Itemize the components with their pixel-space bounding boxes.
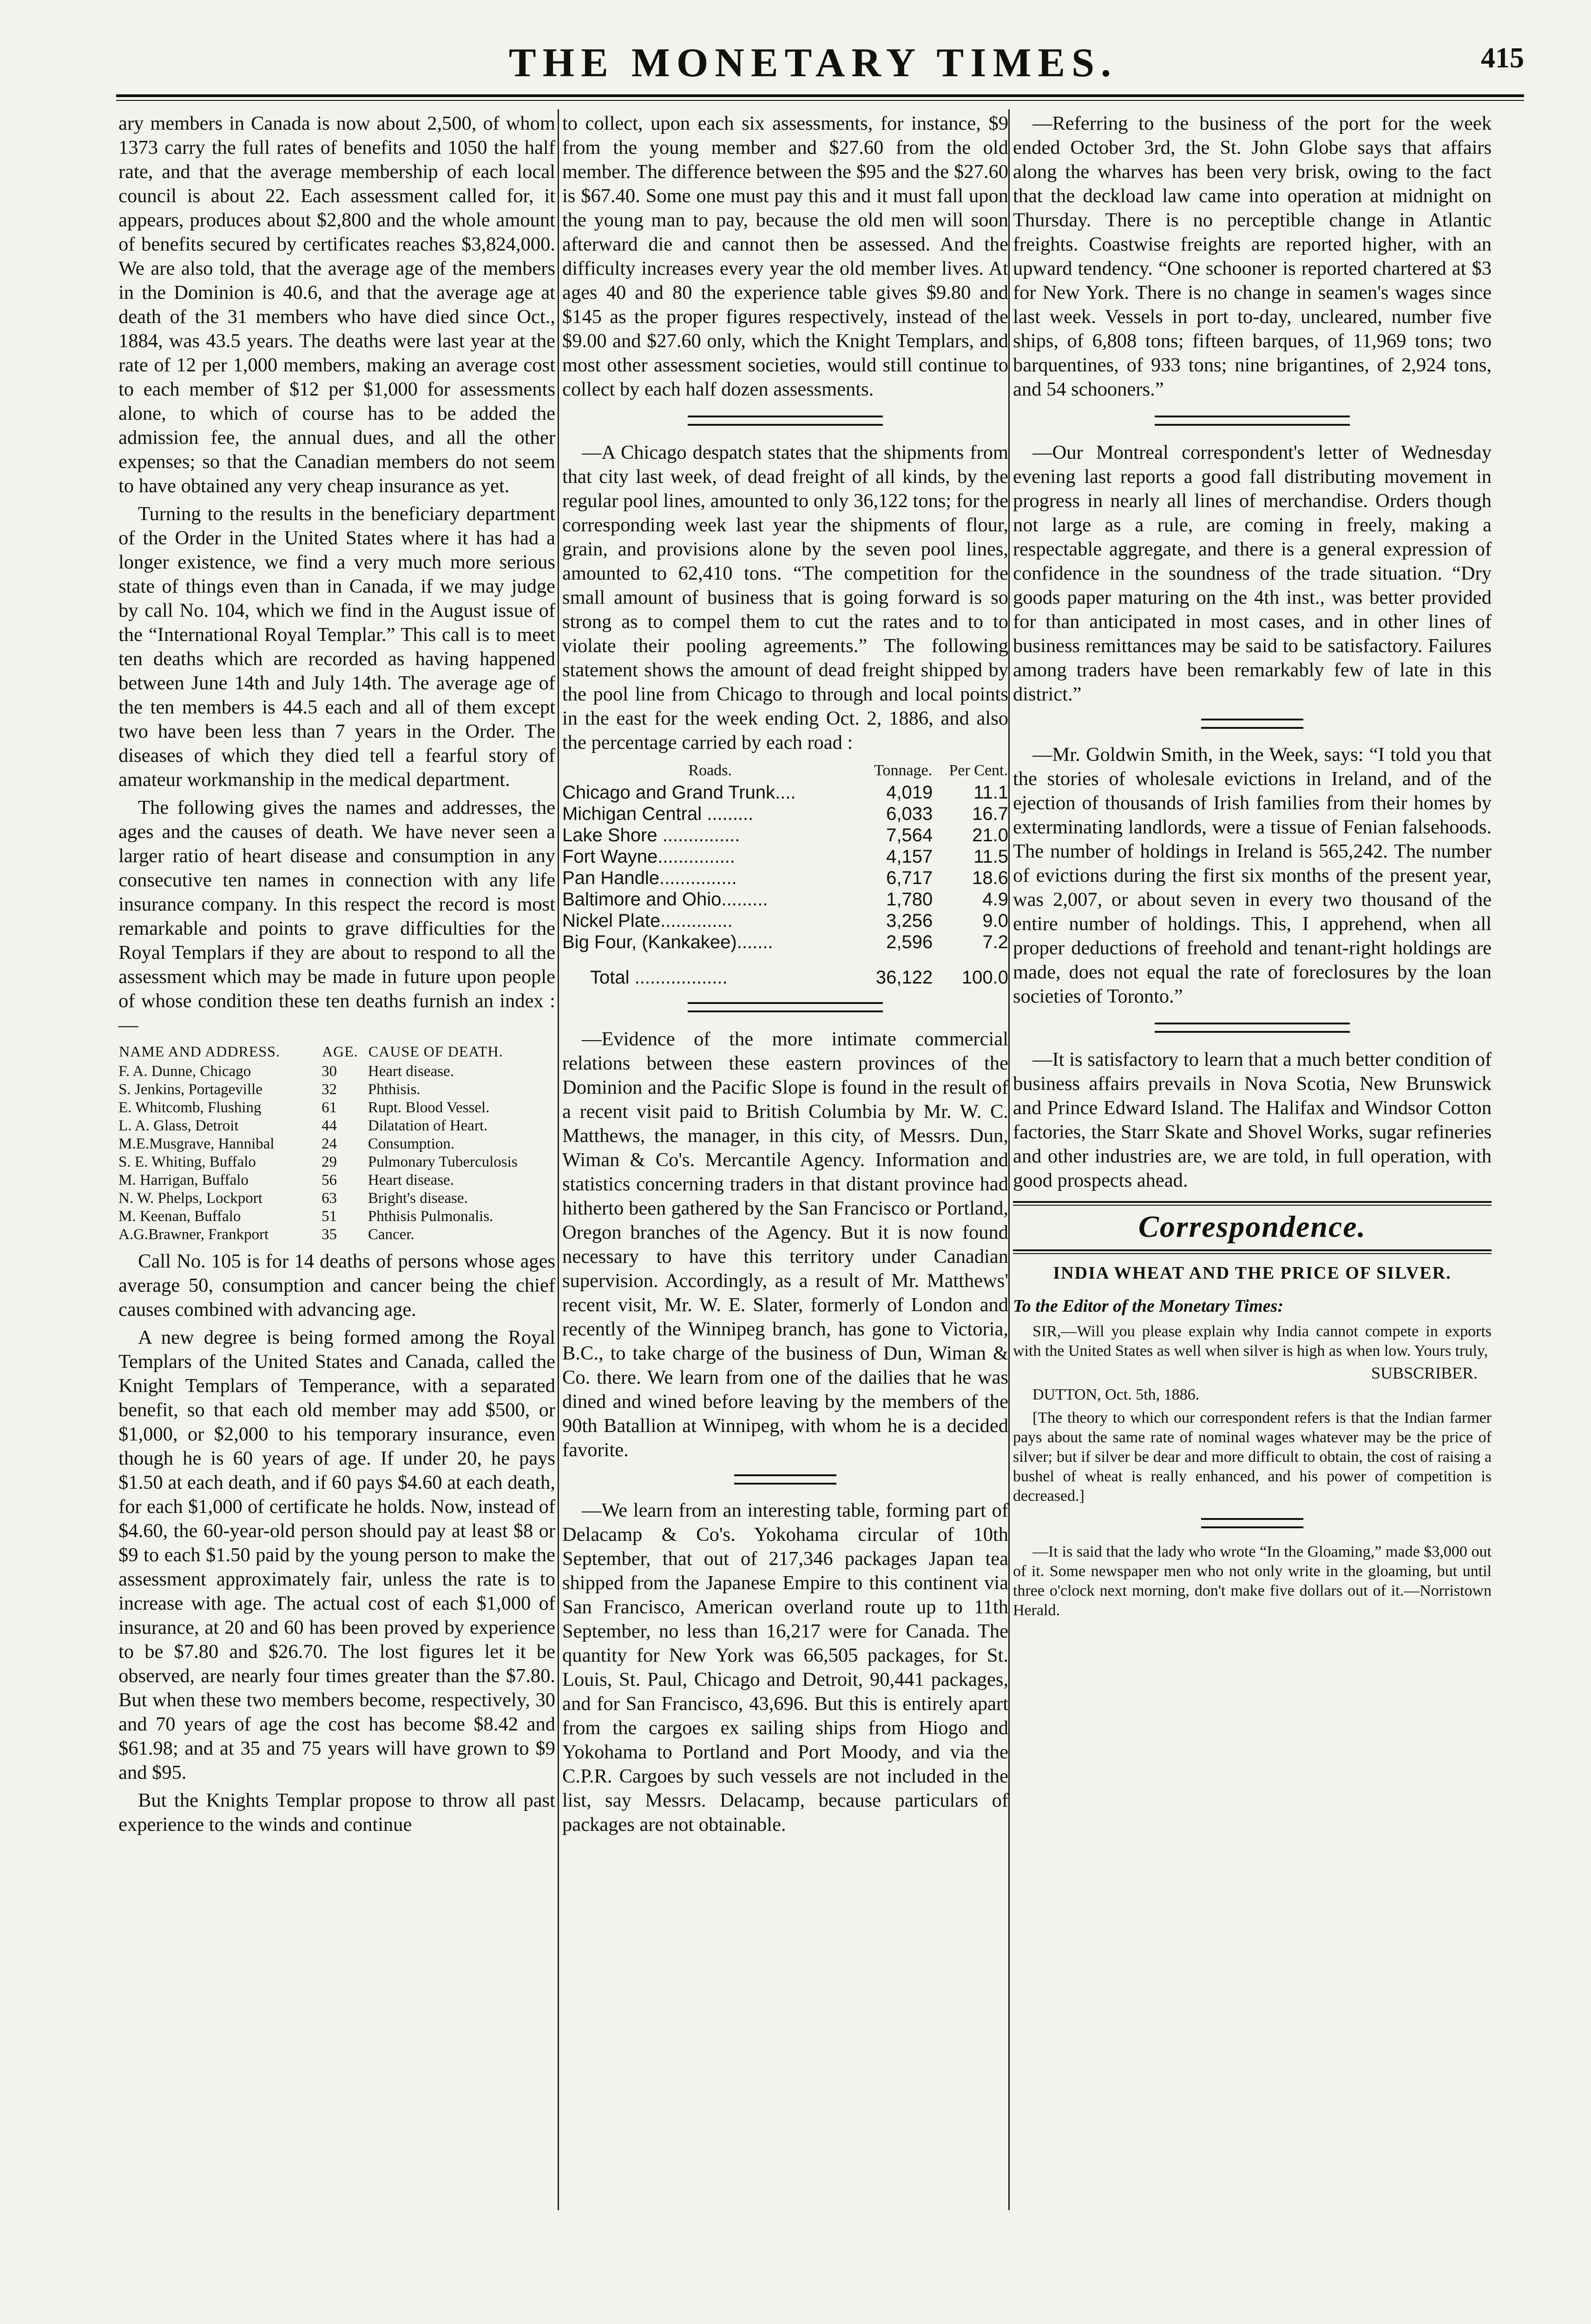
age-cell: 63: [321, 1190, 337, 1207]
table-row: [118, 1063, 555, 1081]
table-row: [118, 1117, 555, 1135]
total-row: [562, 953, 1008, 988]
road-cell: Nickel Plate..............: [562, 911, 733, 931]
freight-table: [562, 759, 1008, 988]
age-cell: 35: [321, 1226, 337, 1243]
road-cell: Lake Shore ...............: [562, 825, 740, 845]
table-row: [562, 782, 1008, 803]
road-cell: Fort Wayne...............: [562, 846, 735, 867]
table-row: [118, 1189, 555, 1208]
freight-table-header: [562, 759, 1008, 782]
column-2: [562, 112, 1008, 1837]
age-cell: 51: [321, 1208, 337, 1225]
column-3: [1013, 112, 1492, 1620]
freight-table-header-cell: Roads.: [688, 762, 732, 779]
section-separator: [688, 416, 883, 426]
tonnage-cell: 3,256: [886, 911, 933, 931]
road-cell: Michigan Central .........: [562, 804, 754, 824]
name-cell: N. W. Phelps, Lockport: [118, 1190, 263, 1207]
section-separator: [1201, 1518, 1303, 1528]
table-row: [118, 1099, 555, 1117]
cause-cell: Dilatation of Heart.: [368, 1117, 488, 1134]
article-paragraph: —A Chicago despatch states that the shipments from that city last week, of dead freight of all kinds, by the regular pool lines, amounted to only 36,122 tons; for the corresponding week last year the shipments of flour, grain, and provisions alone by the seven pool lines, amounted to 62,410 tons. “The competition for the small amount of business that is going forward is so strong as to compel them to cut the rates and to to violate their pooling agreements.” The following statement shows the amount of dead freight shipped by the pool line from Chicago to through and local points in the east for the week ending Oct. 2, 1886, and also the percentage carried by each road :: [562, 442, 1008, 753]
percent-cell: 16.7: [972, 804, 1008, 824]
table-row: [562, 867, 1008, 889]
table-row: [118, 1081, 555, 1099]
total-tonnage-cell: 36,122: [875, 967, 933, 988]
header-rule: [116, 94, 1524, 101]
total-label-cell: Total ..................: [590, 967, 728, 988]
section-rule: [1013, 1201, 1492, 1206]
letter-signature: SUBSCRIBER.: [1371, 1364, 1478, 1382]
column-rule-1: [558, 109, 559, 2210]
table-row: [562, 825, 1008, 846]
name-cell: S. Jenkins, Portageville: [118, 1081, 263, 1098]
table-row: [562, 803, 1008, 825]
section-separator: [688, 1002, 883, 1012]
cause-cell: Consumption.: [368, 1136, 454, 1152]
article-paragraph: —It is said that the lady who wrote “In the Gloaming,” made $3,000 out of it. Some newspaper men who not only write in the gloaming, but until three o'clock next morning, don't make five dollars out of it.—Norristown Herald.: [1013, 1543, 1492, 1619]
freight-table-header-cell: Per Cent.: [949, 762, 1008, 779]
page-number: 415: [1481, 42, 1524, 74]
page-header: [116, 40, 1524, 105]
article-paragraph: —Mr. Goldwin Smith, in the Week, says: “I told you that the stories of wholesale evictions in Ireland, and of the ejection of thousands of Irish families from their homes by exterminating landlords, were a tissue of Fenian falsehoods. The number of holdings in Ireland is 565,242. The number of evictions during the first six months of the present year, was 2,007, or about seven in every two thousand of the entire number of holdings. This, I apprehend, when all proper deductions of freehold and tenant-right holdings are made, does not equal the rate of foreclosures by the loan societies of Toronto.”: [1013, 744, 1492, 1007]
table-row: [118, 1171, 555, 1189]
table-row: [118, 1135, 555, 1153]
article-paragraph: to collect, upon each six assessments, for instance, $9 from the young member and $27.60 from the old member. The difference between the $95 and the $27.60 is $67.40. Some one must pay this and it must fall upon the young man to pay, because the old men will soon afterward die and cannot then be assessed. And the difficulty increases every year the old member lives. At ages 40 and 80 the experience table gives $9.80 and $145 as the proper figures respectively, instead of the $9.00 and $27.60 only, which the Knight Templars, and most other assessment societies, would still continue to collect by each half dozen assessments.: [562, 112, 1008, 400]
age-cell: 61: [321, 1099, 337, 1116]
article-paragraph: —Referring to the business of the port for the week ended October 3rd, the St. John Globe says that affairs along the wharves has been very brisk, owing to the fact that the deckload law came into operation at midnight on Thursday. There is no perceptible change in Atlantic freights. Coastwise freights are reported higher, with an upward tendency. “One schooner is reported chartered at $3 for New York. There is no change in seamen's wages since last week. Vessels in port to-day, uncleared, number five ships, of 6,808 tons; fifteen barques, of 11,969 tons; two barquentines, of 933 tons; nine brigantines, of 2,924 tons, and 54 schooners.”: [1013, 112, 1492, 400]
name-cell: E. Whitcomb, Flushing: [118, 1099, 262, 1116]
cause-cell: Pulmonary Tuberculosis: [368, 1154, 518, 1170]
age-cell: 44: [321, 1117, 337, 1134]
death-table-header-cell: NAME AND ADDRESS.: [119, 1043, 280, 1060]
total-percent-cell: 100.0: [961, 967, 1008, 988]
percent-cell: 7.2: [982, 932, 1008, 952]
tonnage-cell: 7,564: [886, 825, 933, 845]
percent-cell: 4.9: [982, 889, 1008, 910]
article-paragraph: But the Knights Templar propose to throw all past experience to the winds and continue: [118, 1789, 555, 1835]
letter-title: INDIA WHEAT AND THE PRICE OF SILVER.: [1053, 1263, 1452, 1283]
name-cell: S. E. Whiting, Buffalo: [118, 1154, 256, 1170]
cause-cell: Phthisis Pulmonalis.: [368, 1208, 493, 1225]
cause-cell: Bright's disease.: [368, 1190, 468, 1207]
letter-dateline: DUTTON, Oct. 5th, 1886.: [1032, 1386, 1200, 1403]
table-row: [562, 846, 1008, 867]
section-separator: [1201, 719, 1303, 729]
road-cell: Chicago and Grand Trunk....: [562, 782, 796, 803]
tonnage-cell: 6,033: [886, 804, 933, 824]
article-paragraph: Call No. 105 is for 14 deaths of persons whose ages average 50, consumption and cancer being the chief causes combined with advancing age.: [118, 1250, 555, 1320]
section-separator: [1155, 1023, 1350, 1033]
section-rule: [1013, 1249, 1492, 1254]
name-cell: A.G.Brawner, Frankport: [118, 1226, 269, 1243]
road-cell: Big Four, (Kankakee).......: [562, 932, 773, 952]
age-cell: 56: [321, 1172, 337, 1188]
age-cell: 30: [321, 1063, 337, 1080]
section-separator: [734, 1474, 836, 1485]
death-table-header-cell: CAUSE OF DEATH.: [368, 1043, 503, 1060]
table-row: [562, 889, 1008, 910]
percent-cell: 21.0: [972, 825, 1008, 845]
masthead: THE MONETARY TIMES.: [508, 40, 1118, 86]
table-row: [562, 910, 1008, 931]
death-table: [118, 1042, 555, 1244]
tonnage-cell: 2,596: [886, 932, 933, 952]
road-cell: Baltimore and Ohio.........: [562, 889, 768, 910]
article-paragraph: Turning to the results in the beneficiary department of the Order in the United States where it has had a longer existence, we find a very much more serious state of things even than in Canada, if we may judge by call No. 104, which we find in the August issue of the “International Royal Templar.” This call is to meet ten deaths which are recorded as having happened between June 14th and July 14th. The average age of the ten members is 44.5 each and all of them except two have been less than 7 years in the Order. The diseases of which they died tell a fearful story of amateur workmanship in the medical department.: [118, 503, 555, 791]
column-1: [118, 112, 555, 1837]
table-row: [562, 931, 1008, 953]
article-paragraph: ary members in Canada is now about 2,500, of whom 1373 carry the full rates of benefits and 1050 the half rate, and that the average membership of each local council is about 22. Each assessment called for, it appears, produces about $2,800 and the whole amount of benefits secured by certificates reaches $3,824,000. We are also told, that the average age of the members in the Dominion is 40.6, and that the average age at death of the 31 members who have died since Oct., 1884, was 43.5 years. The deaths were last year at the rate of 12 per 1,000 members, making an average cost to each member of $12 per $1,000 for assessments alone, to which of course has to be added the admission fee, the annual dues, and all the other expenses; so that the Canadian members do not seem to have obtained any very cheap insurance as yet.: [118, 112, 555, 497]
tonnage-cell: 1,780: [886, 889, 933, 910]
age-cell: 32: [321, 1081, 337, 1098]
section-separator: [1155, 416, 1350, 426]
article-paragraph: —It is satisfactory to learn that a much better condition of business affairs prevails in Nova Scotia, New Brunswick and Prince Edward Island. The Halifax and Windsor Cotton factories, the Starr Skate and Shovel Works, sugar refineries and other industries are, we are told, in full operation, with good prospects ahead.: [1013, 1049, 1492, 1191]
death-table-header: [118, 1042, 555, 1063]
percent-cell: 11.1: [973, 782, 1008, 803]
death-table-header-cell: AGE.: [322, 1043, 358, 1060]
cause-cell: Phthisis.: [368, 1081, 421, 1098]
age-cell: 29: [321, 1154, 337, 1170]
section-heading: Correspondence.: [1138, 1210, 1367, 1244]
name-cell: M.E.Musgrave, Hannibal: [118, 1136, 275, 1152]
age-cell: 24: [321, 1136, 337, 1152]
table-row: [118, 1153, 555, 1171]
cause-cell: Heart disease.: [368, 1063, 454, 1080]
percent-cell: 11.5: [973, 846, 1008, 867]
column-rule-2: [1008, 109, 1010, 2210]
name-cell: L. A. Glass, Detroit: [118, 1117, 239, 1134]
road-cell: Pan Handle...............: [562, 868, 737, 888]
article-paragraph: The following gives the names and addresses, the ages and the causes of death. We have never seen a larger ratio of heart disease and consumption in any consecutive ten names in connection with any life insurance company. In this respect the record is most remarkable and points to grave difficulties for the Royal Templars if they are about to respond to all the assessment which may be made in future upon people of whose condition these ten deaths furnish an index :—: [118, 797, 555, 1036]
name-cell: F. A. Dunne, Chicago: [118, 1063, 251, 1080]
letter-body: SIR,—Will you please explain why India cannot compete in exports with the United States as well when silver is high as when low. Yours truly,: [1013, 1323, 1492, 1360]
tonnage-cell: 4,019: [886, 782, 933, 803]
freight-table-header-cell: Tonnage.: [874, 762, 933, 779]
article-paragraph: A new degree is being formed among the Royal Templars of the United States and Canada, called the Knight Templars of Temperance, with a separated benefit, so that each old member may add $500, or $1,000, or $2,000 to his temporary insurance, even though he is 60 years of age. If under 20, he pays $1.50 at each death, and if 60 pays $4.60 at each death, for each $1,000 of certificate he holds. Now, instead of $4.60, the 60-year-old person should pay at least $8 or $9 to each $1.50 paid by the young person to make the assessment approximately fair, unless the rate is to increase with age. The actual cost of each $1,000 of insurance, at 20 and 60 has been proved by experience to be $7.80 and $26.70. The lost figures let it be observed, are nearly four times greater than the $7.80. But when these two members become, respectively, 30 and 70 years of age the cost has become $8.42 and $61.98; and at 35 and 75 years will have grown to $9 and $95.: [118, 1327, 555, 1783]
table-row: [118, 1208, 555, 1226]
tonnage-cell: 6,717: [886, 868, 933, 888]
letter-salutation: To the Editor of the Monetary Times:: [1013, 1296, 1283, 1316]
cause-cell: Rupt. Blood Vessel.: [368, 1099, 490, 1116]
percent-cell: 9.0: [982, 911, 1008, 931]
name-cell: M. Keenan, Buffalo: [118, 1208, 241, 1225]
article-paragraph: —Our Montreal correspondent's letter of Wednesday evening last reports a good fall distributing movement in progress in nearly all lines of merchandise. Orders though not large as a rule, are coming in freely, making a respectable aggregate, and there is a general expression of confidence in the soundness of the trade situation. “Dry goods paper maturing on the 4th inst., was better provided for than anticipated in most cases, and in other lines of business remittances may be said to be satisfactory. Failures among traders have been remarkably few of late in this district.”: [1013, 442, 1492, 705]
name-cell: M. Harrigan, Buffalo: [118, 1172, 249, 1188]
article-paragraph: —Evidence of the more intimate commercial relations between these eastern provinces of the Dominion and the Pacific Slope is found in the result of a recent visit paid to British Columbia by Mr. W. C. Matthews, the manager, in this city, of Messrs. Dun, Wiman & Co's. Mercantile Agency. Information and statistics concerning traders in that distant province had hitherto been gathered by the San Francisco or Portland, Oregon branches of the Agency. But it is now found necessary to have this territory under Canadian supervision. Accordingly, as a result of Mr. Matthews' recent visit, Mr. W. E. Slater, formerly of London and recently of the Winnipeg branch, has gone to Victoria, B.C., to take charge of the business of Dun, Wiman & Co. there. We learn from one of the dailies that he was dined and wined before leaving by the members of the 90th Batallion at Winnipeg, with whom he is a decided favorite.: [562, 1028, 1008, 1461]
article-paragraph: —We learn from an interesting table, forming part of Delacamp & Co's. Yokohama circular of 10th September, that out of 217,346 packages Japan tea shipped from the Japanese Empire to this continent via San Francisco, American overland route up to 11th September, no less than 16,217 were for Canada. The quantity for New York was 66,505 packages, for St. Louis, St. Paul, Chicago and Detroit, 90,441 packages, and for San Francisco, 43,696. But this is entirely apart from the cargoes ex sailing ships from Hiogo and Yokohama to Portland and Port Moody, and via the C.P.R. Cargoes by such vessels are not included in the list, say Messrs. Delacamp, because particulars of packages are not obtainable.: [562, 1499, 1008, 1835]
editor-note: [The theory to which our correspondent refers is that the Indian farmer pays about the same rate of nominal wages whatever may be the price of silver; but if silver be dear and more difficult to obtain, the cost of raising a bushel of wheat is really enhanced, and his power of competition is decreased.]: [1013, 1409, 1492, 1505]
percent-cell: 18.6: [972, 868, 1008, 888]
tonnage-cell: 4,157: [886, 846, 933, 867]
table-row: [118, 1226, 555, 1244]
cause-cell: Cancer.: [368, 1226, 414, 1243]
cause-cell: Heart disease.: [368, 1172, 454, 1188]
